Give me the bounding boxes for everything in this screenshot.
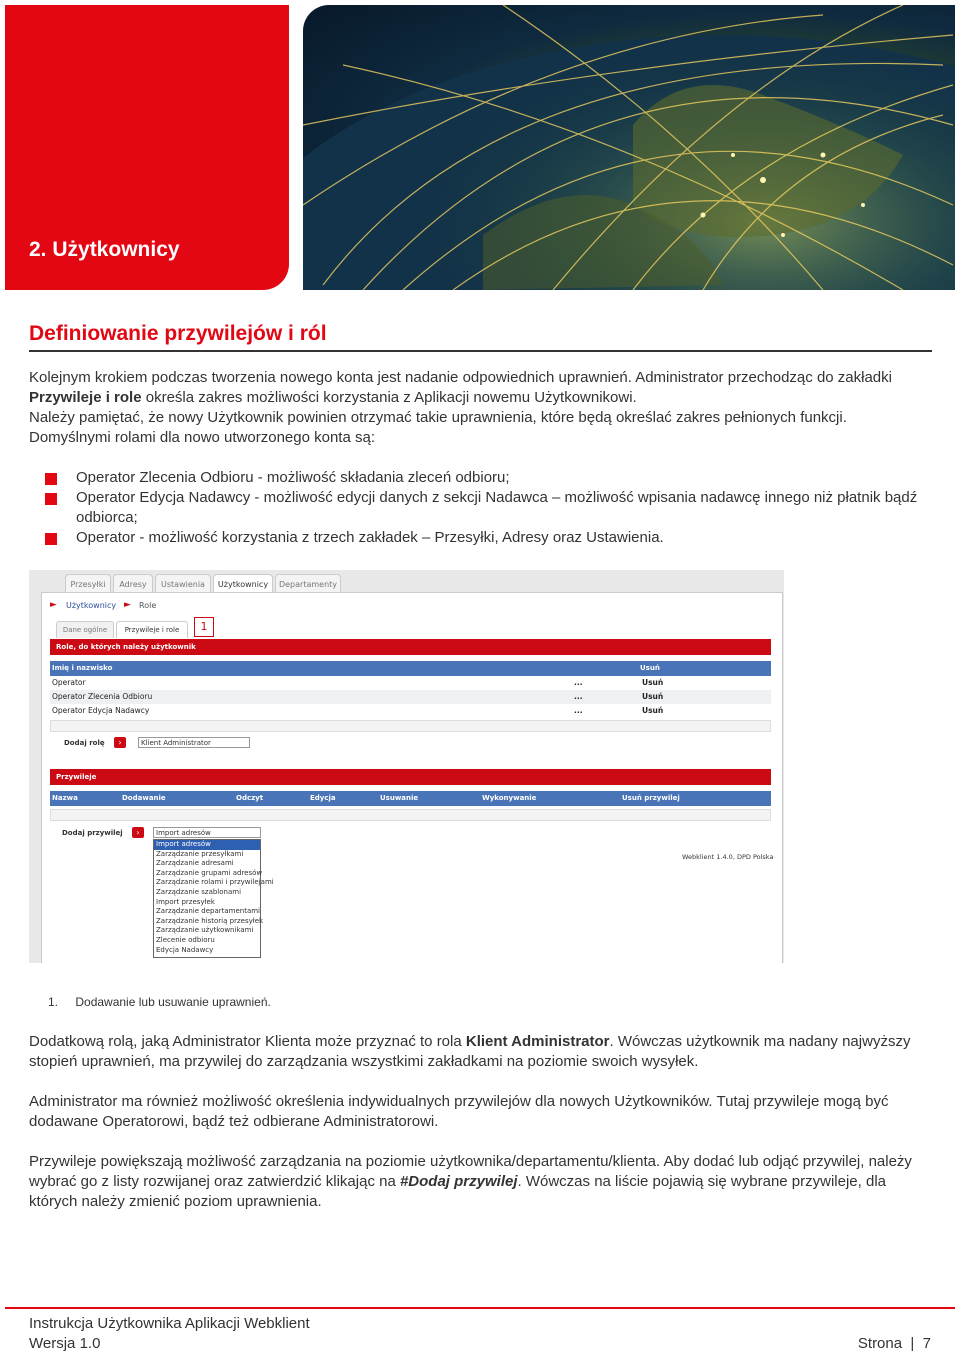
row-dots[interactable]: ...: [574, 706, 583, 715]
footer-page-number: Strona | 7: [857, 1335, 931, 1352]
footer-divider: [5, 1307, 955, 1309]
roles-section-header: Role, do których należy użytkownik: [50, 639, 771, 655]
footer-version: Wersja 1.0: [29, 1335, 101, 1352]
col-header: Wykonywanie: [482, 794, 537, 802]
section-title: Definiowanie przywilejów i ról: [29, 322, 327, 345]
dropdown-option[interactable]: Zlecenie odbioru: [156, 935, 215, 944]
table-row: [50, 690, 771, 704]
row-remove-link[interactable]: Usuń: [642, 678, 664, 687]
dropdown-option[interactable]: Import adresów: [154, 840, 260, 850]
tab-uzytkownicy[interactable]: Użytkownicy: [213, 574, 273, 595]
roles-scrollbar[interactable]: [50, 720, 771, 732]
dropdown-option[interactable]: Zarządzanie szablonami: [156, 887, 242, 896]
dropdown-option[interactable]: Zarządzanie departamentami: [156, 907, 261, 916]
version-text: Webklient 1.4.0, DPD Polska: [682, 853, 774, 861]
body-text: Przywileje powiększają możliwość zarządzania na poziomie użytkownika/departamentu/klienta. Aby dodać lub odjąć przywilej, należy wybrać go z listy rozwijanej oraz zatwierdzić klikając na: [29, 1153, 912, 1190]
bullet-item: Operator Edycja Nadawcy - możliwość edycji danych z sekcji Nadawca – możliwość wpisania nadawcę innego niż płatnik bądź odbiorca;: [76, 489, 918, 526]
dropdown-option[interactable]: Zarządzanie rolami i przywilejami: [156, 878, 274, 887]
bullet-item: Operator Zlecenia Odbioru - możliwość składania zleceń odbioru;: [76, 469, 510, 486]
intro-paragraph-2: Należy pamiętać, że nowy Użytkownik powinien otrzymać takie uprawnienia, które będą określać zakres pełnionych funkcji.: [29, 409, 847, 426]
globe-network-illustration: [303, 5, 955, 290]
body-text: . Wówczas użytkownik ma nadany najwyższy stopień uprawnień, ma przywilej do zarządzania wszystkimi zakładkami na poziomie swoich wysyłek.: [29, 1033, 911, 1070]
col-header: Usuń przywilej: [622, 794, 680, 802]
tab-departamenty[interactable]: Departamenty: [275, 574, 341, 595]
intro-text: określa zakres możliwości korzystania z Aplikacji nowemu Użytkownikowi.: [141, 389, 637, 406]
dropdown-option[interactable]: Edycja Nadawcy: [156, 945, 214, 954]
subtab-przywileje-i-role[interactable]: Przywileje i role: [116, 621, 188, 638]
body-bold: Klient Administrator: [465, 1033, 610, 1050]
figure-caption: [48, 995, 271, 1009]
bullet-marker: [45, 493, 57, 505]
caption-text: Dodawanie lub usuwanie uprawnień.: [75, 995, 271, 1009]
tab-ustawienia[interactable]: Ustawienia: [155, 574, 211, 595]
callout-marker: 1: [194, 617, 214, 637]
breadcrumb-arrow-icon: ►: [124, 600, 131, 610]
intro-bold: Przywileje i role: [29, 389, 142, 406]
add-privilege-label: Dodaj przywilej: [62, 829, 123, 837]
intro-paragraph-3: Domyślnymi rolami dla nowo utworzonego konta są:: [29, 429, 375, 446]
row-remove-link[interactable]: Usuń: [642, 706, 664, 715]
chapter-title: 2. Użytkownicy: [29, 238, 180, 261]
subtab-dane-ogolne[interactable]: Dane ogólne: [56, 621, 114, 638]
row-name: Operator Zlecenia Odbioru: [52, 692, 153, 701]
privileges-scrollbar[interactable]: [50, 809, 771, 821]
intro-text: Kolejnym krokiem podczas tworzenia nowego konta jest nadanie odpowiednich uprawnień. Administrator przechodząc do zakładki: [29, 369, 892, 386]
col-header: Odczyt: [236, 794, 264, 802]
dropdown-option[interactable]: Import przesyłek: [156, 897, 215, 906]
privileges-table-header: [50, 791, 771, 806]
bullet-marker: [45, 473, 57, 485]
add-role-button[interactable]: ›: [114, 737, 126, 748]
col-header: Edycja: [310, 794, 336, 802]
body-paragraph-3: [29, 1152, 932, 1212]
row-dots[interactable]: ...: [574, 692, 583, 701]
add-role-label: Dodaj rolę: [64, 739, 105, 747]
table-row: [50, 704, 771, 718]
tab-przesylki[interactable]: Przesyłki: [65, 574, 111, 595]
add-role-select[interactable]: Klient Administrator: [138, 737, 250, 748]
content-panel: [41, 592, 783, 963]
row-name: Operator: [52, 678, 86, 687]
privileges-section-header: Przywileje: [50, 769, 771, 785]
add-privilege-select[interactable]: Import adresów: [153, 827, 261, 838]
bullet-marker: [45, 533, 57, 545]
row-remove-link[interactable]: Usuń: [642, 692, 664, 701]
dropdown-option[interactable]: Zarządzanie użytkownikami: [156, 926, 254, 935]
body-paragraph-1: [29, 1032, 932, 1072]
col-header: Nazwa: [52, 794, 78, 802]
body-paragraph-2: Administrator ma również możliwość określenia indywidualnych przywilejów dla nowych Użytkowników. Tutaj przywileje mogą być dodawane Operatorowi, bądź też odbierane Administratorowi.: [29, 1093, 889, 1130]
row-name: Operator Edycja Nadawcy: [52, 706, 150, 715]
add-privilege-button[interactable]: ›: [132, 827, 144, 838]
body-text: . Wówczas na liście pojawią się wybrane przywileje, dla których należy zmienić poziom uprawnienia.: [29, 1173, 886, 1210]
title-divider: [29, 350, 932, 352]
bullet-item: Operator - możliwość korzystania z trzech zakładek – Przesyłki, Adresy oraz Ustawienia.: [76, 529, 664, 546]
col-header: Usuwanie: [380, 794, 419, 802]
col-header: Dodawanie: [122, 794, 166, 802]
col-header-remove: Usuń: [640, 664, 660, 672]
footer-title: Instrukcja Użytkownika Aplikacji Webklient: [29, 1315, 310, 1332]
header-globe-image: [303, 5, 955, 290]
body-text: Dodatkową rolą, jaką Administrator Klienta może przyznać to rola: [29, 1033, 466, 1050]
table-row: [50, 676, 771, 690]
dropdown-option[interactable]: Zarządzanie przesyłkami: [156, 849, 244, 858]
intro-paragraph-1: [29, 368, 932, 408]
roles-table-header: [50, 661, 771, 676]
row-dots[interactable]: ...: [574, 678, 583, 687]
breadcrumb-arrow-icon: ►: [50, 600, 57, 610]
privilege-dropdown-list[interactable]: [153, 839, 274, 958]
col-header-name: Imię i nazwisko: [52, 664, 113, 672]
app-screenshot: [29, 570, 784, 963]
caption-number: 1.: [48, 995, 59, 1009]
dropdown-option[interactable]: Zarządzanie grupami adresów: [156, 868, 263, 877]
dropdown-option[interactable]: Zarządzanie historią przesyłek: [156, 916, 264, 925]
dropdown-option[interactable]: Zarządzanie adresami: [156, 859, 234, 868]
tab-adresy[interactable]: Adresy: [113, 574, 153, 595]
breadcrumb-current: Role: [139, 601, 157, 610]
breadcrumb-link-uzytkownicy[interactable]: Użytkownicy: [66, 601, 117, 610]
body-bold: #Dodaj przywilej: [399, 1173, 518, 1190]
